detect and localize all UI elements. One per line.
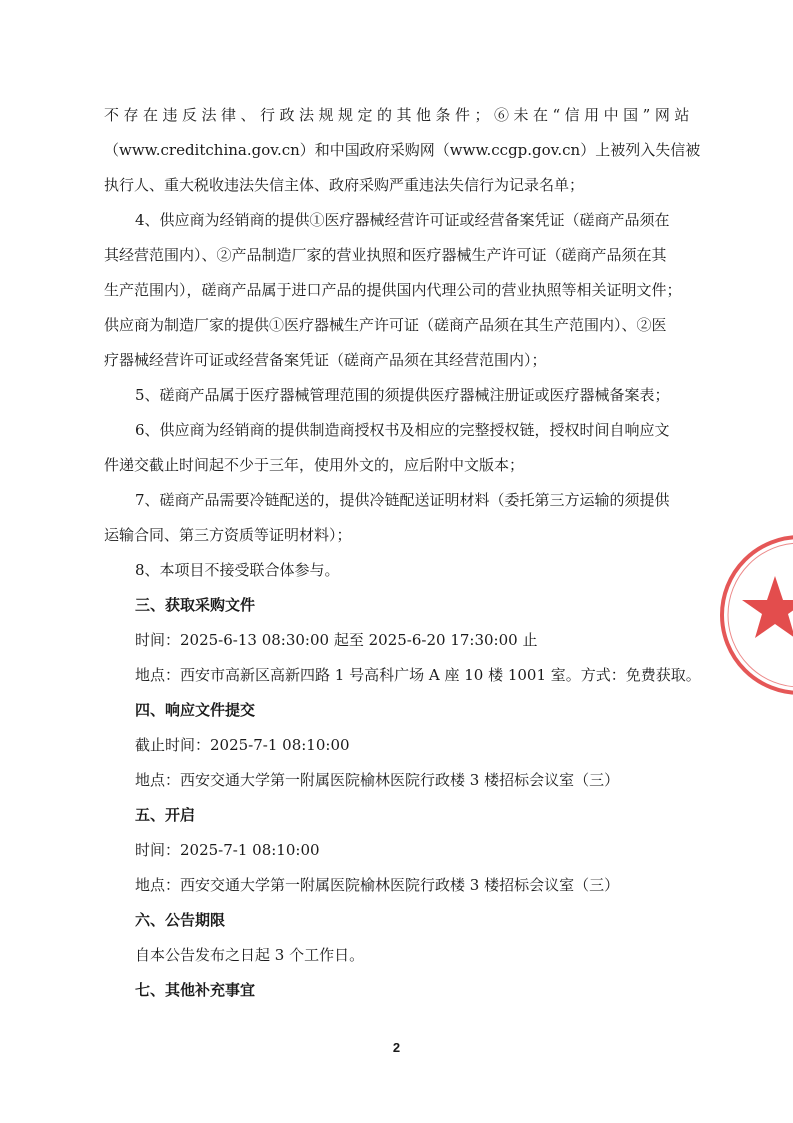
text-line-10: 6、供应商为经销商的提供制造商授权书及相应的完整授权链，授权时间自响应文 xyxy=(135,421,670,439)
section-heading-7: 七、其他补充事宜 xyxy=(135,981,256,999)
text-line-5: 其经营范围内）、②产品制造厂家的营业执照和医疗器械生产许可证（磋商产品须在其 xyxy=(104,246,667,264)
official-seal-stamp xyxy=(715,530,793,700)
text-line-13: 运输合同、第三方资质等证明材料）； xyxy=(104,526,352,544)
text-line-16: 时间：2025-6-13 08:30:00 起至 2025-6-20 17:30:00 止 xyxy=(135,631,538,649)
text-line-20: 地点：西安交通大学第一附属医院榆林医院行政楼 3 楼招标会议室（三） xyxy=(135,771,620,789)
section-heading-5: 五、开启 xyxy=(135,806,196,824)
text-line-6: 生产范围内），磋商产品属于进口产品的提供国内代理公司的营业执照等相关证明文件； xyxy=(104,281,682,299)
page-number: 2 xyxy=(392,1040,401,1055)
text-line-17: 地点：西安市高新区高新四路 1 号高科广场 A 座 10 楼 1001 室。方式：免费获取。 xyxy=(135,666,701,684)
text-line-1: 不存在违反法律、行政法规规定的其他条件；⑥未在“信用中国”网站 xyxy=(104,106,694,124)
text-line-2: （www.creditchina.gov.cn）和中国政府采购网（www.ccgp.gov.cn）上被列入失信被 xyxy=(104,141,701,159)
section-heading-3: 三、获取采购文件 xyxy=(135,596,256,614)
text-line-14: 8、本项目不接受联合体参与。 xyxy=(135,561,340,579)
seal-star-icon xyxy=(742,576,793,638)
section-heading-6: 六、公告期限 xyxy=(135,911,226,929)
text-line-9: 5、磋商产品属于医疗器械管理范围的须提供医疗器械注册证或医疗器械备案表； xyxy=(135,386,670,404)
text-line-12: 7、磋商产品需要冷链配送的，提供冷链配送证明材料（委托第三方运输的须提供 xyxy=(135,491,670,509)
text-line-19: 截止时间：2025-7-1 08:10:00 xyxy=(135,736,350,754)
text-line-7: 供应商为制造厂家的提供①医疗器械生产许可证（磋商产品须在其生产范围内）、②医 xyxy=(104,316,667,334)
text-line-25: 自本公告发布之日起 3 个工作日。 xyxy=(135,946,365,964)
section-heading-4: 四、响应文件提交 xyxy=(135,701,256,719)
text-line-3: 执行人、重大税收违法失信主体、政府采购严重违法失信行为记录名单； xyxy=(104,176,585,194)
text-line-23: 地点：西安交通大学第一附属医院榆林医院行政楼 3 楼招标会议室（三） xyxy=(135,876,620,894)
text-line-8: 疗器械经营许可证或经营备案凭证（磋商产品须在其经营范围内）； xyxy=(104,351,547,369)
text-line-22: 时间：2025-7-1 08:10:00 xyxy=(135,841,320,859)
text-line-4: 4、供应商为经销商的提供①医疗器械经营许可证或经营备案凭证（磋商产品须在 xyxy=(135,211,670,229)
text-line-11: 件递交截止时间起不少于三年，使用外文的，应后附中文版本； xyxy=(104,456,525,474)
